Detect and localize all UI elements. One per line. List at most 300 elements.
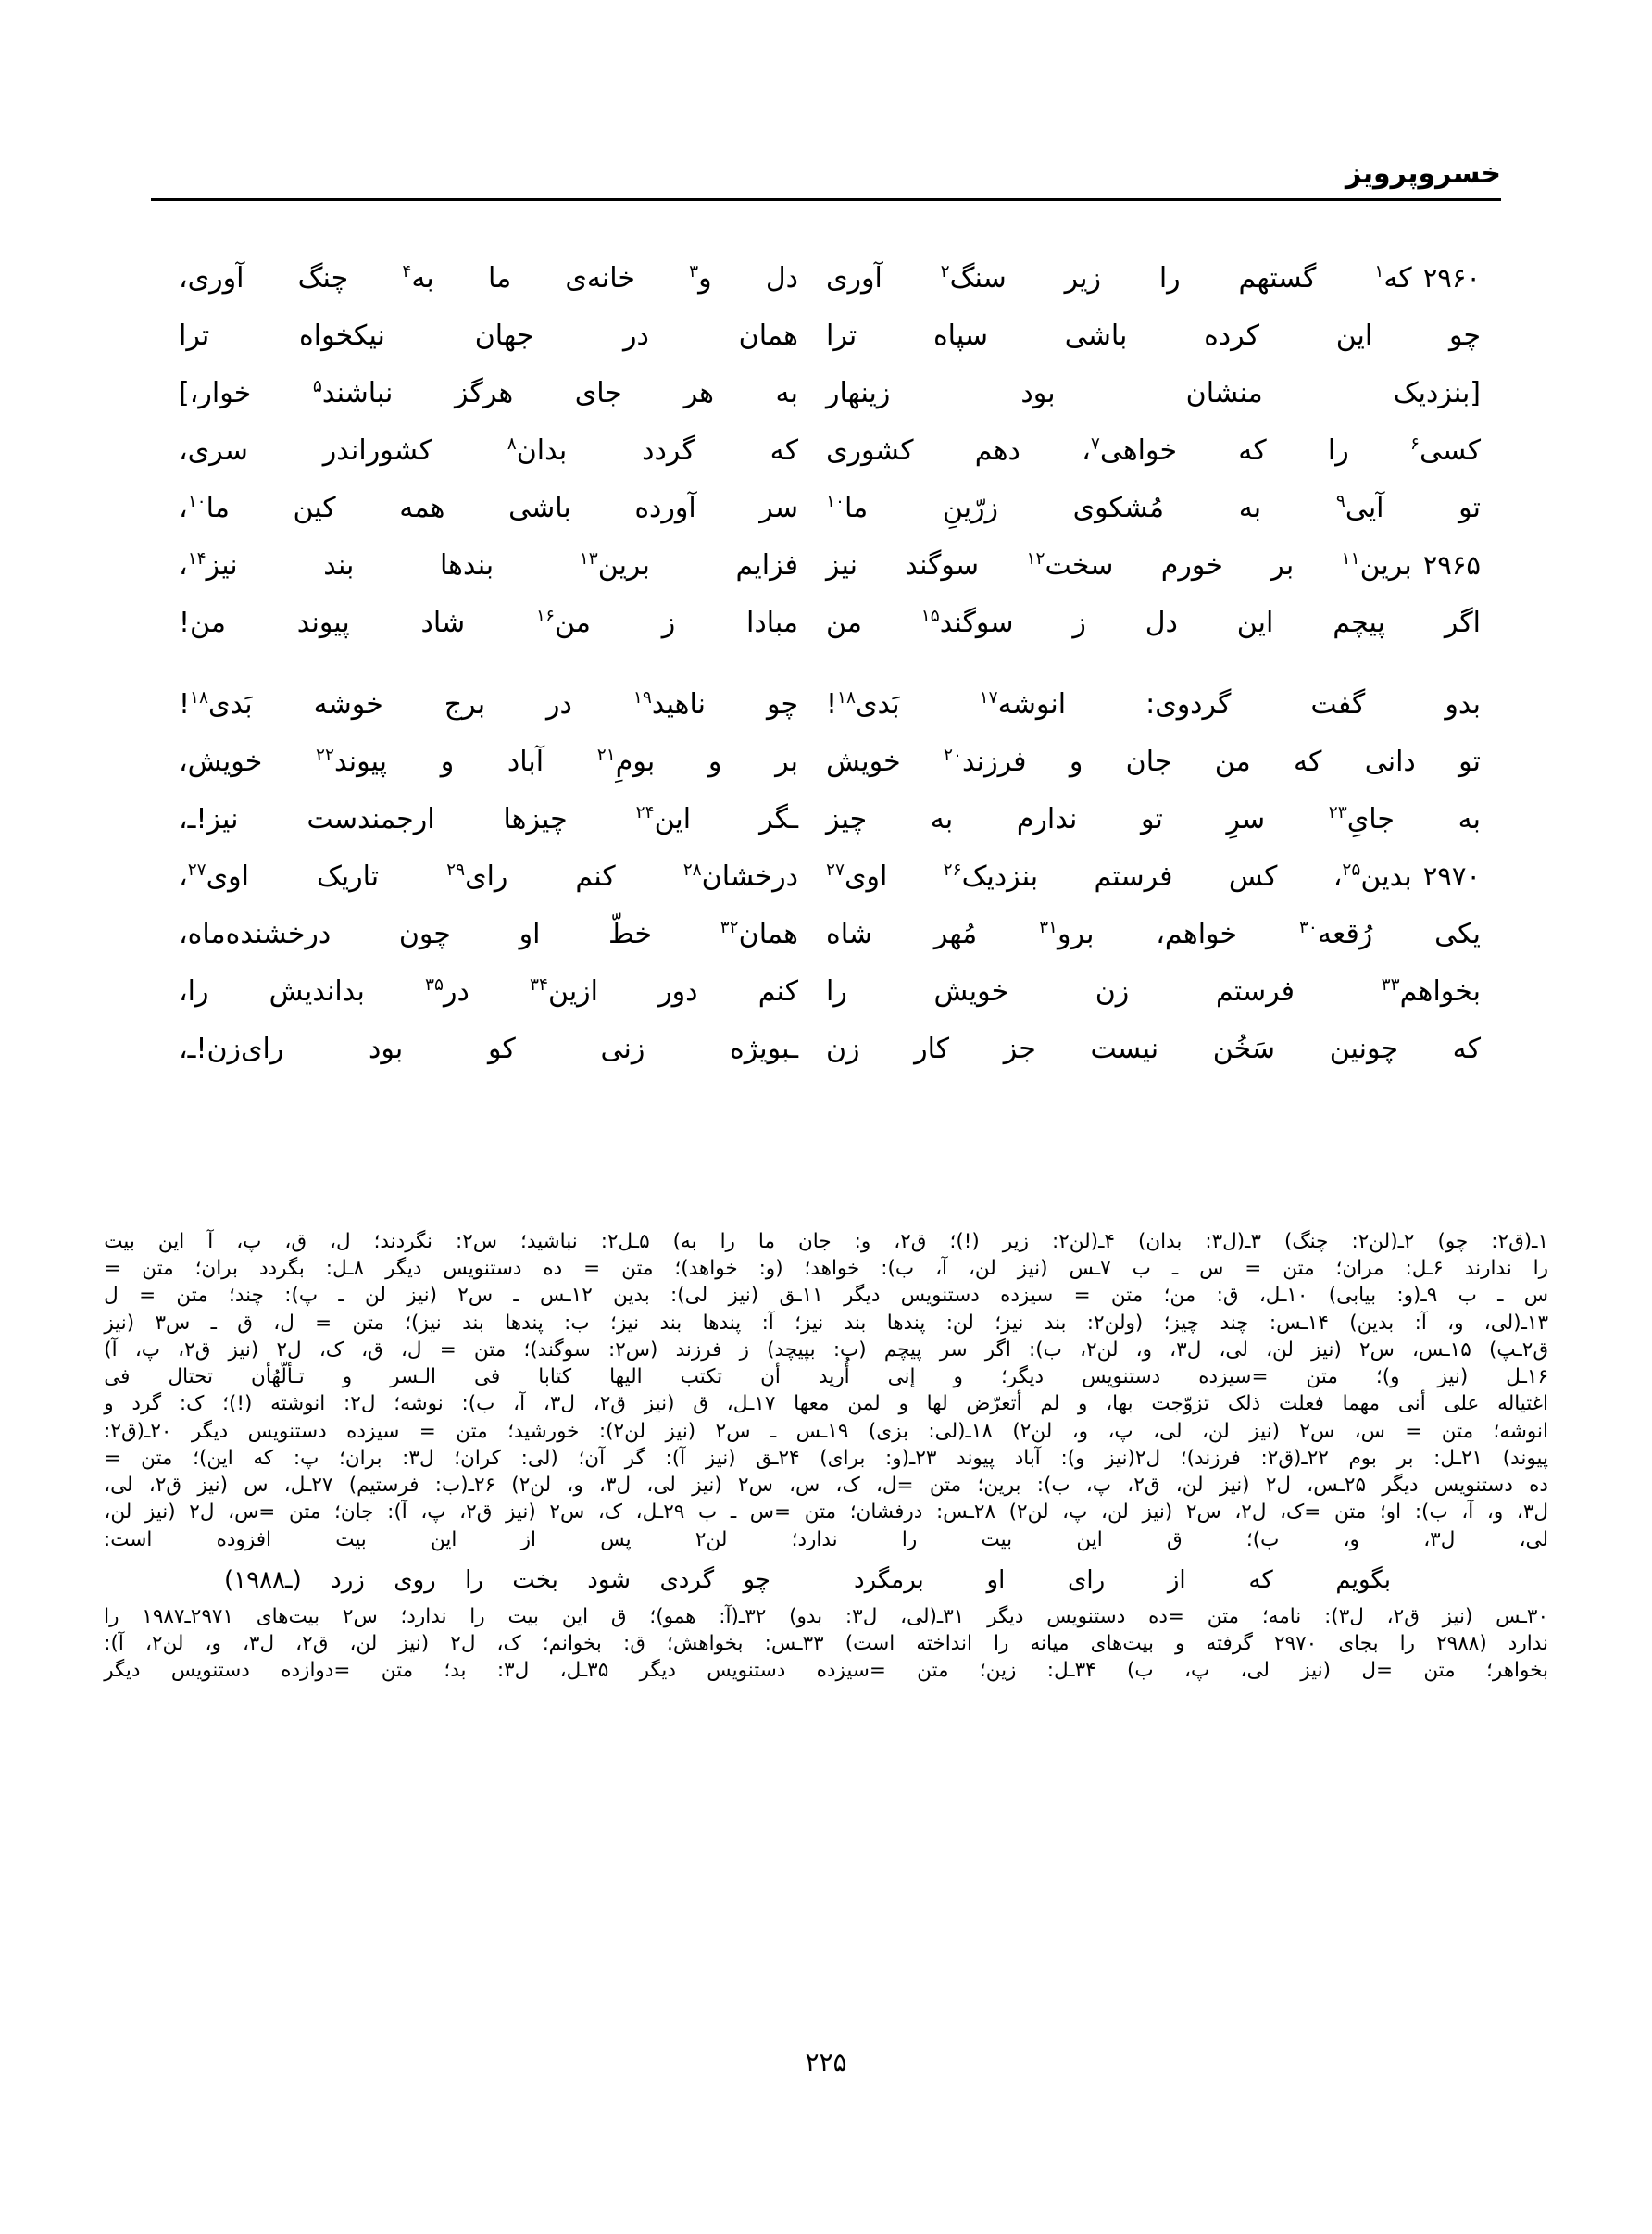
footnote-token: ۲۸ـس:: [935, 1500, 996, 1525]
footnote-token: و)؛: [1375, 1365, 1400, 1389]
footnote-token: ق،: [361, 1337, 383, 1362]
footnote-token: ۲۹ـل،: [635, 1500, 685, 1525]
footnote-token: (نیز: [197, 1474, 229, 1498]
footnote-token: الـسر: [390, 1365, 437, 1389]
footnote-token: (نیز: [407, 1284, 437, 1308]
footnote-token: دستنویس: [900, 1284, 980, 1308]
footnote-token: و: [1175, 1632, 1185, 1656]
footnote-token: سر: [939, 1337, 968, 1362]
footnote-line: [104, 1630, 1548, 1657]
footnote-token: فرستیم): [348, 1474, 419, 1498]
footnote-token: میانه: [1030, 1632, 1070, 1656]
footnote-token: پندها: [505, 1311, 544, 1335]
verse-text: تاریک اوی: [206, 860, 447, 893]
footnote-marker[interactable]: ۲۳: [1328, 803, 1347, 822]
footnote-token: لی،: [1240, 1659, 1270, 1683]
footnote-token: جان: [798, 1230, 832, 1253]
footnote-token: ۲۳ـ(و:: [885, 1446, 937, 1470]
footnote-token: آ):: [665, 1446, 686, 1470]
verse-text: کسی: [1419, 434, 1481, 467]
footnote-token: س۲: [738, 1474, 773, 1498]
verse-text: ـگر این: [654, 803, 799, 835]
footnote-token: =: [139, 1284, 156, 1308]
footnote-token: دیگر: [191, 1419, 229, 1443]
verse-text: به هر جای هرگز نباشند: [321, 377, 798, 409]
footnote-token: =: [1073, 1284, 1091, 1308]
footnote-token: همو)؛: [649, 1604, 696, 1628]
footnote-marker[interactable]: ۱۳: [579, 549, 598, 569]
footnote-token: آ،: [1461, 1500, 1474, 1525]
footnote-token: ک،: [597, 1500, 623, 1525]
footnote-token: ۹ـ(و:: [1396, 1284, 1438, 1308]
footnote-inset-couplet: [104, 1566, 1548, 1594]
footnote-token: ب: [1132, 1257, 1151, 1281]
footnote-token: =: [1405, 1419, 1422, 1443]
footnote-token: ل،: [400, 1337, 422, 1362]
footnote-marker[interactable]: ۱۴: [187, 549, 206, 569]
footnote-token: چنگ): [1284, 1230, 1329, 1253]
footnote-token: و،: [1343, 1527, 1359, 1551]
hemistich-first: [826, 858, 1501, 897]
footnote-token: علی: [1444, 1392, 1480, 1416]
footnote-token: بخواهش؛: [667, 1632, 744, 1656]
footnote-token: (ب:: [832, 1337, 867, 1362]
footnote-token: ۳۱ـ(لی،: [900, 1604, 965, 1628]
verse-text: دل و: [698, 262, 798, 295]
footnote-line: [104, 1282, 1548, 1309]
footnote-token: ل،: [273, 1311, 294, 1335]
footnote-marker[interactable]: ۹: [1335, 492, 1345, 511]
footnote-token: ق: [237, 1311, 253, 1335]
footnote-token: و: [104, 1392, 114, 1416]
hemistich-second: [151, 432, 826, 471]
footnote-token: =: [419, 1419, 436, 1443]
footnote-marker[interactable]: ۸: [507, 434, 517, 454]
footnote-token: متن: [1423, 1659, 1456, 1683]
footnote-token: لی،: [1153, 1419, 1183, 1443]
footnote-marker[interactable]: ۳۲: [720, 918, 739, 937]
footnote-token: کران؛: [454, 1446, 501, 1470]
footnote-token: نیز؛: [995, 1311, 1024, 1335]
footnote-token: (۲۹۸۸: [1436, 1632, 1487, 1656]
footnote-token: ندارد؛: [791, 1527, 838, 1551]
footnote-marker[interactable]: ۲۷: [187, 860, 206, 880]
footnote-token: ق،: [284, 1230, 307, 1253]
footnote-token: لن،: [1101, 1500, 1129, 1525]
footnote-token: که: [253, 1446, 274, 1470]
footnote-line: [104, 1310, 1548, 1337]
footnote-line: [104, 1499, 1548, 1525]
verse-text: تو آیی: [1345, 492, 1482, 524]
verse-text: آوری: [826, 262, 941, 295]
footnote-marker[interactable]: ۶: [1409, 434, 1420, 454]
footnote-token: =دوازده: [281, 1659, 351, 1683]
footnote-token: (نیز: [228, 1337, 259, 1362]
footnote-marker[interactable]: ۲۵: [1342, 860, 1361, 880]
footnote-token: (نیز: [644, 1392, 675, 1416]
footnote-token: لی،: [1519, 1527, 1548, 1551]
footnote-token: آن؛: [578, 1446, 606, 1470]
footnote-marker[interactable]: ۲۰: [944, 746, 962, 765]
hemistich-first: [826, 800, 1501, 839]
footnote-token: ل۳:: [402, 1446, 434, 1470]
footnote-token: آ: [207, 1230, 214, 1253]
verse-couplet: [151, 432, 1501, 471]
footnote-token: بوم: [1348, 1446, 1377, 1470]
footnote-token: ۱۵ـس،: [1412, 1337, 1471, 1362]
chapter-title: خسروپرویز: [1345, 157, 1501, 190]
footnote-token: س۲: [457, 1284, 494, 1308]
footnote-marker[interactable]: ۱۶: [536, 607, 555, 626]
footnote-token: دیگر: [1382, 1474, 1419, 1498]
footnote-token: (!)؛: [949, 1230, 980, 1253]
footnote-token: و):: [1060, 1446, 1085, 1470]
footnote-token: =: [583, 1257, 601, 1281]
footnote-token: سوگند)؛: [523, 1337, 591, 1362]
footnote-token: ل: [104, 1284, 119, 1308]
footnote-token: ل۲:: [344, 1392, 376, 1416]
verse-couplet: [151, 915, 1501, 954]
verse-line-number: ۲۹۷۰: [1422, 860, 1481, 892]
verse-text: کنم رای: [465, 860, 683, 893]
footnote-token: بیت: [104, 1230, 135, 1253]
footnote-token: لن: [365, 1284, 386, 1308]
footnote-token: و،: [205, 1632, 221, 1656]
footnote-token: را: [994, 1632, 1009, 1656]
footnote-token: بیت‌های: [1090, 1632, 1154, 1656]
hemistich-second: [151, 858, 826, 897]
footnote-token: س۳: [155, 1311, 191, 1335]
footnote-marker[interactable]: ۱۸: [837, 688, 857, 708]
hemistich-second: [151, 489, 826, 528]
footnote-token: ب):: [881, 1257, 915, 1281]
footnote-token: پ،: [1108, 1419, 1133, 1443]
footnote-token: اگر: [984, 1337, 1011, 1362]
footnote-token: =: [104, 1446, 121, 1470]
footnote-token: لن:: [945, 1311, 974, 1335]
footnote-token: ۱۳ـ(لی،: [1483, 1311, 1548, 1335]
footnote-token: تزوّجت: [1151, 1392, 1210, 1416]
footnote-token: (نیز: [1142, 1500, 1173, 1525]
footnote-token: متن: [1110, 1284, 1144, 1308]
footnote-token: ل۲،: [1234, 1500, 1267, 1525]
footnote-token: ۱۷ـل،: [726, 1392, 776, 1416]
verse-text: سر آورده باشی همه کین ما: [206, 492, 798, 524]
footnote-token: چند: [1220, 1311, 1249, 1335]
header-divider: [151, 198, 1501, 201]
footnotes-area: [104, 1228, 1548, 1685]
footnote-token: جان؛: [333, 1500, 374, 1525]
verse-text: کنم دور ازین: [548, 975, 799, 1008]
footnote-token: س: [244, 1474, 269, 1498]
verse-text: من: [826, 607, 921, 639]
verse-text: خواهم، برو: [1058, 918, 1299, 950]
verse-text: درخشان: [701, 860, 798, 893]
verse-text: فزایم برین: [597, 549, 799, 582]
footnote-token: ۱۱ـق: [779, 1284, 823, 1308]
footnote-line: [104, 1657, 1548, 1684]
footnote-token: (لی:: [520, 1446, 558, 1470]
footnote-token: ۱۴ـس:: [1269, 1311, 1329, 1335]
footnote-token: بران؛: [194, 1257, 239, 1281]
verse-text: کشوراندر سری،: [179, 434, 507, 467]
page-number: ۲۲۵: [805, 2047, 847, 2077]
footnote-marker[interactable]: ۲۶: [943, 860, 962, 880]
hemistich-second: [151, 800, 826, 839]
hemistich-first: [826, 317, 1501, 356]
footnote-token: نوشه؛: [394, 1392, 444, 1416]
footnote-marker[interactable]: ۳۱: [1039, 918, 1058, 937]
footnote-token: متن: [1333, 1500, 1367, 1525]
footnote-token: افزوده: [216, 1527, 271, 1551]
footnote-marker[interactable]: ۱۱: [1341, 549, 1360, 569]
footnote-token: س،: [789, 1474, 820, 1498]
footnote-token: ق۲،: [295, 1632, 329, 1656]
footnote-marker[interactable]: ۳۵: [425, 975, 444, 995]
footnote-token: چو): [1437, 1230, 1469, 1253]
verse-couplet: [151, 374, 1501, 413]
footnote-line: [104, 1363, 1548, 1390]
footnote-token: ۱۲ـس: [540, 1284, 593, 1308]
footnote-token: س۲: [1185, 1500, 1221, 1525]
footnote-token: متن: [1283, 1257, 1315, 1281]
footnote-token: ـ: [770, 1419, 777, 1443]
footnote-token: آ:: [761, 1311, 774, 1335]
footnote-token: بدو): [789, 1604, 823, 1628]
verse-couplet: [151, 546, 1501, 585]
footnote-marker[interactable]: ۷: [1090, 434, 1100, 454]
footnote-token: =سیزده: [816, 1659, 886, 1683]
verse-couplet: [151, 259, 1501, 298]
footnote-token: ـ: [730, 1500, 737, 1525]
footnote-token: (نیز: [398, 1632, 430, 1656]
verse-text: اوی: [844, 860, 944, 893]
footnote-marker[interactable]: ۱۵: [920, 607, 940, 626]
footnote-marker[interactable]: ۲۴: [635, 803, 655, 822]
footnote-token: برین؛: [977, 1474, 1021, 1498]
footnote-token: ۲۲ـ(ق۲:: [1260, 1446, 1329, 1470]
footnote-token: نیز؛: [795, 1311, 824, 1335]
footnote-marker[interactable]: ۲۲: [316, 746, 335, 765]
verse-text: چو ناهید: [651, 688, 798, 721]
footnote-marker[interactable]: ۱: [1374, 262, 1384, 282]
verse-text: خانه‌ی ما به: [411, 262, 690, 295]
footnote-marker[interactable]: ۱۲: [1026, 549, 1045, 569]
footnote-token: فرزند: [675, 1337, 722, 1362]
footnote-token: س۲: [1359, 1337, 1395, 1362]
footnote-line: [104, 1418, 1548, 1445]
verse-text: گستهم را زیر سنگ: [949, 262, 1375, 295]
footnote-marker[interactable]: ۵: [312, 377, 322, 396]
footnote-token: بیت‌های: [256, 1604, 320, 1628]
footnote-token: ل۲: [189, 1500, 215, 1525]
footnote-token: ۱۶ـل: [1506, 1365, 1548, 1389]
footnote-token: بند: [1044, 1311, 1067, 1335]
footnote-token: ۳۳ـس:: [764, 1632, 824, 1656]
footnote-marker[interactable]: ۱۰: [187, 492, 206, 511]
verse-text: بندها بند نیز: [206, 549, 580, 582]
footnote-token: بیابی): [1328, 1284, 1377, 1308]
footnote-token: (ولن۲:: [1086, 1311, 1144, 1335]
footnote-token: ل۳،: [543, 1392, 575, 1416]
footnote-token: نگردند؛: [373, 1230, 432, 1253]
footnote-token: بخواهر؛: [1486, 1659, 1548, 1683]
footnote-marker[interactable]: ۳۴: [530, 975, 548, 995]
footnote-token: (نیز: [1437, 1365, 1469, 1389]
footnote-token: آ:: [1414, 1311, 1427, 1335]
footnote-token: متن: [917, 1659, 949, 1683]
footnote-token: نباشید؛: [520, 1230, 578, 1253]
footnote-token: س۲: [549, 1500, 585, 1525]
footnote-token: ۵ـل۲:: [600, 1230, 650, 1253]
footnote-token: (نیز: [1311, 1337, 1342, 1362]
footnote-token: ل،: [330, 1230, 351, 1253]
verse-text: سرِ تو ندارم به چیز: [826, 803, 1329, 835]
footnote-token: پیوند: [957, 1446, 995, 1470]
footnote-marker[interactable]: ۱۷: [979, 688, 998, 708]
verse-text: خطّ او چون درخشنده‌ماه،: [179, 918, 720, 950]
footnote-token: متن: [1306, 1365, 1338, 1389]
footnote-token: متن: [929, 1474, 962, 1498]
footnote-token: این: [1076, 1527, 1103, 1551]
footnote-token: پس: [600, 1527, 632, 1551]
footnote-marker[interactable]: ۱۰: [826, 492, 845, 511]
footnote-token: (نیز: [506, 1500, 536, 1525]
footnote-token: ذلک: [1227, 1392, 1261, 1416]
footnote-token: أنی: [1397, 1392, 1426, 1416]
footnote-token: است): [845, 1632, 895, 1656]
footnote-token: لن۲: [695, 1527, 728, 1551]
verse-text: خویش،: [179, 746, 317, 778]
verse-text: چیزها ارجمندست نیز!ـ،: [179, 803, 636, 835]
footnote-token: و،: [1486, 1500, 1504, 1525]
footnote-marker[interactable]: ۴: [402, 262, 412, 282]
footnote-token: پیوند): [1502, 1446, 1548, 1470]
footnote-token: لی،: [1219, 1337, 1248, 1362]
verse-couplet: [151, 489, 1501, 528]
footnote-token: پ،: [1062, 1500, 1088, 1525]
footnote-token: (نیز: [1442, 1604, 1473, 1628]
footnote-token: متن: [176, 1284, 208, 1308]
footnote-token: ق۲،: [148, 1474, 182, 1498]
footnote-token: سیزده: [1000, 1284, 1054, 1308]
footnote-marker[interactable]: ۱۹: [632, 688, 652, 708]
footnote-token: و: [342, 1365, 353, 1389]
verse-couplet: [151, 800, 1501, 839]
footnote-marker[interactable]: ۲: [940, 262, 950, 282]
footnote-token: لن۲): [1008, 1500, 1049, 1525]
verse-text: آباد و پیوند: [334, 746, 597, 778]
footnote-token: دستنویس: [1433, 1474, 1513, 1498]
footnote-token: را: [901, 1527, 918, 1551]
verse-text: همان در جهان نیکخواه ترا: [179, 320, 798, 352]
footnote-token: چیز؛: [1163, 1311, 1200, 1335]
footnote-token: بند: [462, 1311, 484, 1335]
verse-text: بر خورم سخت: [1045, 549, 1342, 582]
footnote-token: لن۲):: [598, 1419, 646, 1443]
footnote-token: دیگر: [639, 1659, 676, 1683]
footnote-token: بگردد: [258, 1257, 305, 1281]
verse-text: بخواهم: [1399, 975, 1481, 1008]
footnote-token: به): [672, 1230, 697, 1253]
verse-text: که چونین سَخُن نیست جز کار زن: [826, 1033, 1481, 1065]
footnote-token: بیت: [981, 1527, 1013, 1551]
footnote-token: فرزند)؛: [1180, 1446, 1241, 1470]
footnote-token: لن،: [968, 1257, 996, 1281]
verse-text: ، کس فرستم بنزدیک: [961, 860, 1343, 893]
footnote-token: لن۲،: [1080, 1337, 1119, 1362]
footnote-token: ق۲،: [1386, 1604, 1420, 1628]
verse-text: بداندیش را،: [179, 975, 425, 1008]
hemistich-first: [826, 489, 1501, 528]
verse-couplet: [151, 317, 1501, 356]
footnote-token: ۳۰ـس: [1496, 1604, 1548, 1628]
footnote-token: ل۳،: [1423, 1527, 1456, 1551]
footnote-marker[interactable]: ۲۷: [826, 860, 845, 880]
hemistich-first: [826, 604, 1501, 643]
footnote-token: مران؛: [1335, 1257, 1384, 1281]
footnote-token: ل۳،: [1170, 1337, 1202, 1362]
footnote-marker[interactable]: ۱۸: [190, 688, 209, 708]
verse-text: مُهر شاه: [826, 918, 1040, 950]
footnote-marker[interactable]: ۲۹: [446, 860, 466, 880]
footnote-token: این: [431, 1527, 457, 1551]
footnote-token: متن: [456, 1419, 488, 1443]
footnote-marker[interactable]: ۳: [689, 262, 699, 282]
footnote-token: ۸ـل:: [325, 1257, 365, 1281]
footnote-token: تحتال: [168, 1365, 214, 1389]
footnote-token: ق: [610, 1604, 627, 1628]
footnote-token: =: [315, 1311, 332, 1335]
verse-text: سوگند نیز: [826, 549, 1027, 582]
hemistich-first: [826, 915, 1501, 954]
footnote-token: انوشه؛: [1493, 1419, 1548, 1443]
footnote-marker[interactable]: ۳۳: [1381, 975, 1400, 995]
footnote-token: ـ: [1497, 1284, 1504, 1308]
footnote-token: =سیزده: [1198, 1365, 1269, 1389]
verse-text: چو این کرده باشی سپاه ترا: [826, 320, 1481, 352]
footnote-token: را: [720, 1230, 735, 1253]
footnote-token: متن: [142, 1257, 174, 1281]
footnote-token: آ):: [104, 1632, 124, 1656]
hemistich-first: [826, 432, 1501, 471]
footnote-token: ک،: [496, 1632, 521, 1656]
footnote-token: از: [520, 1527, 536, 1551]
footnote-token: دستنویس: [707, 1659, 786, 1683]
footnote-token: =س،: [228, 1500, 276, 1525]
footnote-token: =ک،: [1280, 1500, 1321, 1525]
footnote-token: لن۲): [511, 1474, 552, 1498]
footnote-token: انوشته: [270, 1392, 326, 1416]
footnote-marker[interactable]: ۲۸: [682, 860, 702, 880]
footnote-marker[interactable]: ۲۱: [596, 746, 616, 765]
footnote-token: و،: [1071, 1419, 1089, 1443]
footnote-token: تـألّهُأن: [251, 1365, 305, 1389]
footnote-token: لن،: [1175, 1474, 1204, 1498]
footnote-token: إنی: [887, 1365, 916, 1389]
footnote-token: بدین): [1349, 1311, 1395, 1335]
footnote-token: پیچم: [883, 1337, 922, 1362]
footnote-token: (نیز: [665, 1419, 696, 1443]
footnote-token: (نیز: [692, 1474, 722, 1498]
footnote-token: ۶ـل:: [1405, 1257, 1444, 1281]
footnote-token: بران؛: [339, 1446, 382, 1470]
verse-text: ،: [179, 549, 188, 582]
inset-hemistich-second: چو گردی شود بخت را روی زرد (ـ۱۹۸۸): [224, 1565, 770, 1594]
footnote-token: پ،: [134, 1337, 160, 1362]
hemistich-first: [826, 546, 1501, 585]
footnote-marker[interactable]: ۳۰: [1298, 918, 1318, 937]
